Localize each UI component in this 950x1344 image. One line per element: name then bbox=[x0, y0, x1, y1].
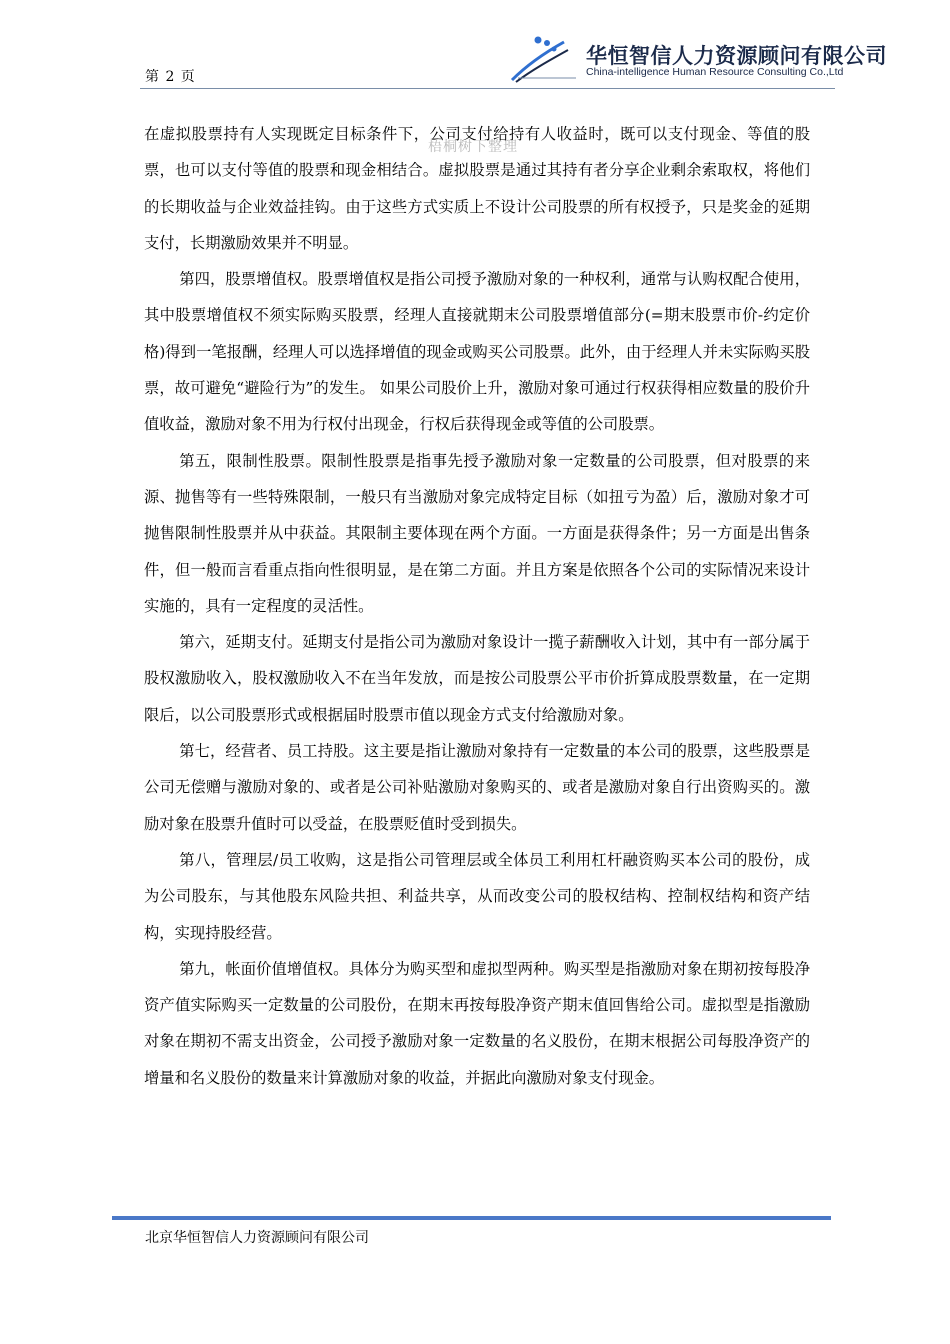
logo-company-name-cn: 华恒智信人力资源顾问有限公司 bbox=[586, 44, 887, 68]
company-logo bbox=[506, 34, 887, 86]
watermark: 梧桐树下整理 bbox=[428, 139, 518, 155]
paragraph: 第五，限制性股票。限制性股票是指事先授予激励对象一定数量的公司股票，但对股票的来源、抛售等有一些特殊限制，一般只有当激励对象完成特定目标（如扭亏为盈）后，激励对象才可抛售限制性股票并从中获益。其限制主要体现在两个方面。一方面是获得条件；另一方面是出售条件，但一般而言看重点指向性很明显，是在第二方面。并且方案是依照各个公司的实际情况来设计实施的，具有一定程度的灵活性。 bbox=[144, 451, 810, 615]
paragraph: 在虚拟股票持有人实现既定目标条件下，公司支付给持有人收益时，既可以支付现金、等值的股票，也可以支付等值的股票和现金相结合。虚拟股票是通过其持有者分享企业剩余索取权，将他们的长期收益与企业效益挂钩。由于这些方式实质上不设计公司股票的所有权授予，只是奖金的延期支付，长期激励效果并不明显。 bbox=[144, 125, 810, 252]
paragraph: 第六，延期支付。延期支付是指公司为激励对象设计一揽子薪酬收入计划，其中有一部分属于股权激励收入，股权激励收入不在当年发放，而是按公司股票公平市价折算成股票数量，在一定期限后，以公司股票形式或根据届时股票市值以现金方式支付给激励对象。 bbox=[144, 633, 810, 724]
paragraph: 第四，股票增值权。股票增值权是指公司授予激励对象的一种权利，通常与认购权配合使用，其中股票增值权不须实际购买股票，经理人直接就期末公司股票增值部分(=期末股票市价-约定价格)得到一笔报酬，经理人可以选择增值的现金或购买公司股票。此外，由于经理人并未实际购买股票，故可避免“避险行为”的发生。 如果公司股价上升，激励对象可通过行权获得相应数量的股价升值收益，激励对象不用为行权付出现金，行权后获得现金或等值的公司股票。 bbox=[144, 270, 810, 434]
logo-company-name-en: China-intelligence Human Resource Consulting Co.,Ltd bbox=[586, 66, 844, 78]
paragraph: 第七，经营者、员工持股。这主要是指让激励对象持有一定数量的本公司的股票，这些股票是公司无偿赠与激励对象的、或者是公司补贴激励对象购买的、或者是激励对象自行出资购买的。激励对象在股票升值时可以受益，在股票贬值时受到损失。 bbox=[144, 742, 810, 833]
paragraph: 第九，帐面价值增值权。具体分为购买型和虚拟型两种。购买型是指激励对象在期初按每股净资产值实际购买一定数量的公司股份，在期末再按每股净资产期末值回售给公司。虚拟型是指激励对象在期初不需支出资金，公司授予激励对象一定数量的名义股份，在期末根据公司每股净资产的增量和名义股份的数量来计算激励对象的收益，并据此向激励对象支付现金。 bbox=[144, 959, 810, 1087]
header-divider bbox=[140, 88, 835, 89]
footer-company-name: 北京华恒智信人力资源顾问有限公司 bbox=[145, 1230, 369, 1246]
footer-divider bbox=[112, 1216, 831, 1220]
page-number: 第 2 页 bbox=[145, 69, 196, 85]
logo-emblem-icon bbox=[506, 34, 586, 86]
document-body bbox=[144, 116, 810, 1096]
paragraph: 第八，管理层/员工收购，这是指公司管理层或全体员工利用杠杆融资购买本公司的股份，成为公司股东，与其他股东风险共担、利益共享，从而改变公司的股权结构、控制权结构和资产结构，实现持股经营。 bbox=[144, 850, 810, 942]
